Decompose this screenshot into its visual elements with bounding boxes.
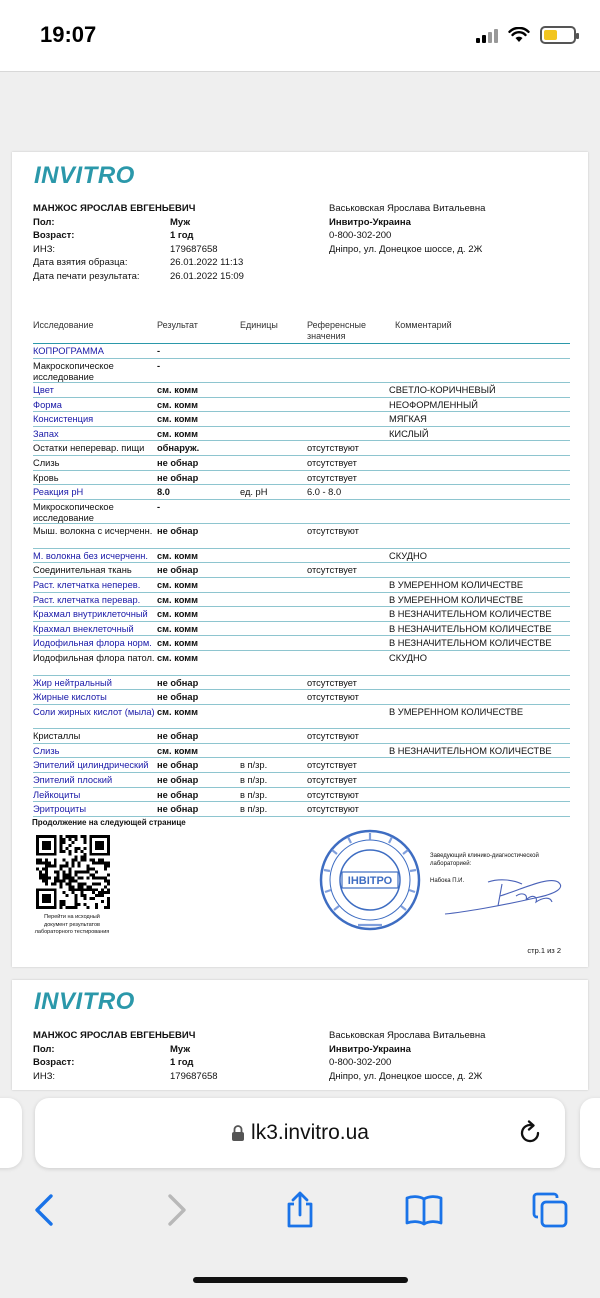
status-bar [0,0,600,72]
cell-result: не обнар [157,458,199,469]
cell-result: см. комм [157,623,199,634]
cell-test: Иодофильная флора патол. [33,653,155,663]
patient-name: МАНЖОС ЯРОСЛАВ ЕВГЕНЬЕВИЧ [33,203,196,214]
table-row [33,427,570,442]
cell-ref: 6.0 - 8.0 [307,487,342,498]
home-indicator[interactable] [193,1277,408,1283]
cell-result: не обнар [157,789,199,800]
tabs-button[interactable] [530,1190,570,1230]
patient-sex: Муж [170,216,191,228]
table-row [33,676,570,691]
table-row [33,636,570,651]
cell-result: не обнар [157,565,199,576]
cell-ref: отсутствуют [307,443,359,454]
cell-result: не обнар [157,731,199,742]
cell-test: Жир нейтральный [33,677,112,688]
table-row [33,500,570,525]
cell-result: - [157,360,161,371]
table-row [33,549,570,564]
col-units: Единицы [240,320,278,330]
handwritten-signature [440,872,570,922]
table-row [33,524,570,549]
doctor-info-p2: Васьковская Ярослава Витальевна Инвитро-Украина 0-800-302-200 Дніпро, ул. Донецкое шоссе, д. 2Ж [329,1030,486,1082]
cell-result: не обнар [157,804,199,815]
cell-ref: отсутствует [307,774,357,785]
lock-icon [231,1124,245,1142]
cell-ref: отсутствуют [307,526,359,537]
bookmarks-button[interactable] [404,1190,444,1230]
cell-comment: НЕОФОРМЛЕННЫЙ [389,399,478,410]
share-button[interactable] [280,1190,320,1230]
cell-test: Раст. клетчатка неперев. [33,580,141,591]
cell-comment: СВЕТЛО-КОРИЧНЕВЫЙ [389,385,496,396]
patient-info: МАНЖОС ЯРОСЛАВ ЕВГЕНЬЕВИЧ Пол: Муж Возраст: 1 год ИНЗ: 179687658 Дата взятия образца: 26.01.2022 11:13 Дата печати результата: 26.01.2022 15:09 [33,203,244,282]
cell-ref: отсутствуют [307,804,359,815]
signature-title: Заведующий клинико-диагностической лабораторией: [430,853,539,867]
invitro-logo-p2: INVITRO [34,988,135,1015]
cell-test: Соединительная ткань [33,565,132,576]
cell-test: М. волокна без исчерченн. [33,550,148,561]
cell-test: Слизь [33,458,60,469]
table-row [33,471,570,486]
cell-comment: КИСЛЫЙ [389,428,429,439]
cell-units: ед. pH [240,487,268,498]
cell-result: см. комм [157,580,199,591]
table-row [33,607,570,622]
results-table [33,344,570,817]
cell-result: не обнар [157,774,199,785]
cell-result: не обнар [157,760,199,771]
cell-test: КОПРОГРАММА [33,346,104,356]
cell-test: Эритроциты [33,804,87,815]
reload-icon[interactable] [517,1120,543,1146]
url-text: lk3.invitro.ua [251,1121,369,1144]
table-row [33,456,570,471]
table-row [33,578,570,593]
table-row [33,398,570,413]
table-row [33,788,570,803]
cell-units: в п/зр. [240,789,268,800]
table-row [33,593,570,608]
cell-units: в п/зр. [240,760,268,771]
cell-test: Запах [33,428,59,439]
table-row [33,690,570,705]
cell-test: Мыш. волокна с исчерченн. [33,526,153,537]
cell-result: 8.0 [157,487,170,498]
cell-result: обнаруж. [157,443,200,454]
table-row [33,563,570,578]
table-row [33,729,570,744]
col-test: Исследование [33,320,94,330]
table-row [33,622,570,637]
table-row [33,758,570,773]
cell-result: не обнар [157,526,199,537]
lab-name: Инвитро-Украина [329,216,411,228]
cell-comment: СКУДНО [389,653,427,663]
lab-stamp [318,828,422,932]
cell-test: Кристаллы [33,731,81,742]
browser-toolbar [0,1180,600,1240]
status-time: 19:07 [40,22,97,47]
cell-test: Слизь [33,745,60,756]
cell-result: - [157,346,161,356]
doctor-info [329,202,485,256]
cell-result: см. комм [157,745,199,756]
table-row [33,651,570,676]
cell-test: Реакция pH [33,487,84,498]
cell-result: см. комм [157,550,199,561]
print-date: 26.01.2022 15:09 [170,270,244,282]
cell-result: см. комм [157,385,199,396]
cell-units: в п/зр. [240,774,268,785]
cell-test: Иодофильная флора норм. [33,638,152,649]
cell-test: Раст. клетчатка перевар. [33,594,141,605]
address-bar[interactable] [35,1098,565,1168]
cell-test: Крахмал внеклеточный [33,623,134,634]
cell-test: Форма [33,399,62,410]
lab-address: Дніпро, ул. Донецкое шоссе, д. 2Ж [329,243,483,255]
page-number: стр.1 из 2 [527,946,561,955]
report-page-2 [12,980,588,1090]
table-row [33,744,570,759]
battery-icon [540,26,576,44]
cell-comment: В УМЕРЕННОМ КОЛИЧЕСТВЕ [389,594,524,605]
cell-ref: отсутствуют [307,789,359,800]
report-page-1 [12,152,588,967]
cell-result: см. комм [157,399,199,410]
cell-result: см. комм [157,638,199,649]
continued-note: Продолжение на следующей странице [32,818,186,827]
table-row [33,383,570,398]
table-row [33,441,570,456]
table-row [33,485,570,500]
cell-result: не обнар [157,677,199,688]
col-comment: Комментарий [395,320,452,330]
cell-result: см. комм [157,428,199,439]
cell-comment: В УМЕРЕННОМ КОЛИЧЕСТВЕ [389,706,524,717]
lab-phone: 0-800-302-200 [329,230,392,242]
cell-comment: В НЕЗНАЧИТЕЛЬНОМ КОЛИЧЕСТВЕ [389,745,552,756]
svg-text:ІНВІТРО: ІНВІТРО [347,875,393,887]
cell-test: Эпителий плоский [33,774,113,785]
back-button[interactable] [26,1190,66,1230]
results-table-header [33,320,570,342]
cell-result: не обнар [157,472,199,483]
cell-ref: отсутствует [307,760,357,771]
wifi-icon [508,27,530,43]
cell-comment: В НЕЗНАЧИТЕЛЬНОМ КОЛИЧЕСТВЕ [389,623,552,634]
cell-test: Консистенция [33,414,94,425]
qr-caption: Перейти на исходный документ результатов лабораторного тестирования [34,914,110,935]
cell-test: Эпителий цилиндрический [33,760,149,771]
invitro-logo: INVITRO [34,162,135,189]
cell-result: см. комм [157,653,199,663]
cell-comment: В НЕЗНАЧИТЕЛЬНОМ КОЛИЧЕСТВЕ [389,638,552,649]
sample-date: 26.01.2022 11:13 [170,257,244,269]
cell-comment: В УМЕРЕННОМ КОЛИЧЕСТВЕ [389,580,524,591]
cell-comment: МЯГКАЯ [389,414,427,425]
cell-ref: отсутствуют [307,731,359,742]
cell-result: см. комм [157,609,199,620]
cell-ref: отсутствует [307,458,357,469]
cell-result: см. комм [157,414,199,425]
cell-test: Микроскопическое исследование [33,501,114,523]
cell-ref: отсутствует [307,472,357,483]
table-row [33,359,570,384]
cell-units: в п/зр. [240,804,268,815]
cell-test: Кровь [33,472,59,483]
cell-test: Цвет [33,385,54,396]
previous-tab-peek[interactable] [0,1098,22,1168]
table-row [33,802,570,817]
table-row [33,412,570,427]
cell-ref: отсутствует [307,677,357,688]
table-row [33,773,570,788]
table-row [33,344,570,359]
table-row [33,705,570,730]
cell-comment: В НЕЗНАЧИТЕЛЬНОМ КОЛИЧЕСТВЕ [389,609,552,620]
cell-test: Соли жирных кислот (мыла) [33,706,155,717]
cell-test: Крахмал внутриклеточный [33,609,148,620]
col-result: Результат [157,320,198,330]
cell-test: Лейкоциты [33,789,81,800]
cell-ref: отсутствуют [307,692,359,703]
patient-age: 1 год [170,230,194,242]
forward-button[interactable] [155,1190,195,1230]
next-tab-peek[interactable] [580,1098,600,1168]
cell-ref: отсутствует [307,565,357,576]
patient-inz: 179687658 [170,243,218,255]
doctor-name: Васьковская Ярослава Витальевна [329,203,486,214]
cell-test: Жирные кислоты [33,692,107,703]
cell-result: см. комм [157,706,199,717]
cellular-signal-icon [476,27,498,43]
cell-test: Макроскопическое исследование [33,360,114,382]
cell-comment: СКУДНО [389,550,427,561]
patient-info-p2: МАНЖОС ЯРОСЛАВ ЕВГЕНЬЕВИЧ Пол: Муж Возраст: 1 год ИНЗ: 179687658 [33,1030,218,1082]
col-reference: Референсные значения [307,320,366,341]
cell-result: - [157,501,161,512]
cell-result: не обнар [157,692,199,703]
cell-test: Остатки неперевар. пищи [33,443,145,454]
qr-code[interactable] [36,835,110,909]
signature-name: Набока П.И. [430,878,465,884]
cell-result: см. комм [157,594,199,605]
